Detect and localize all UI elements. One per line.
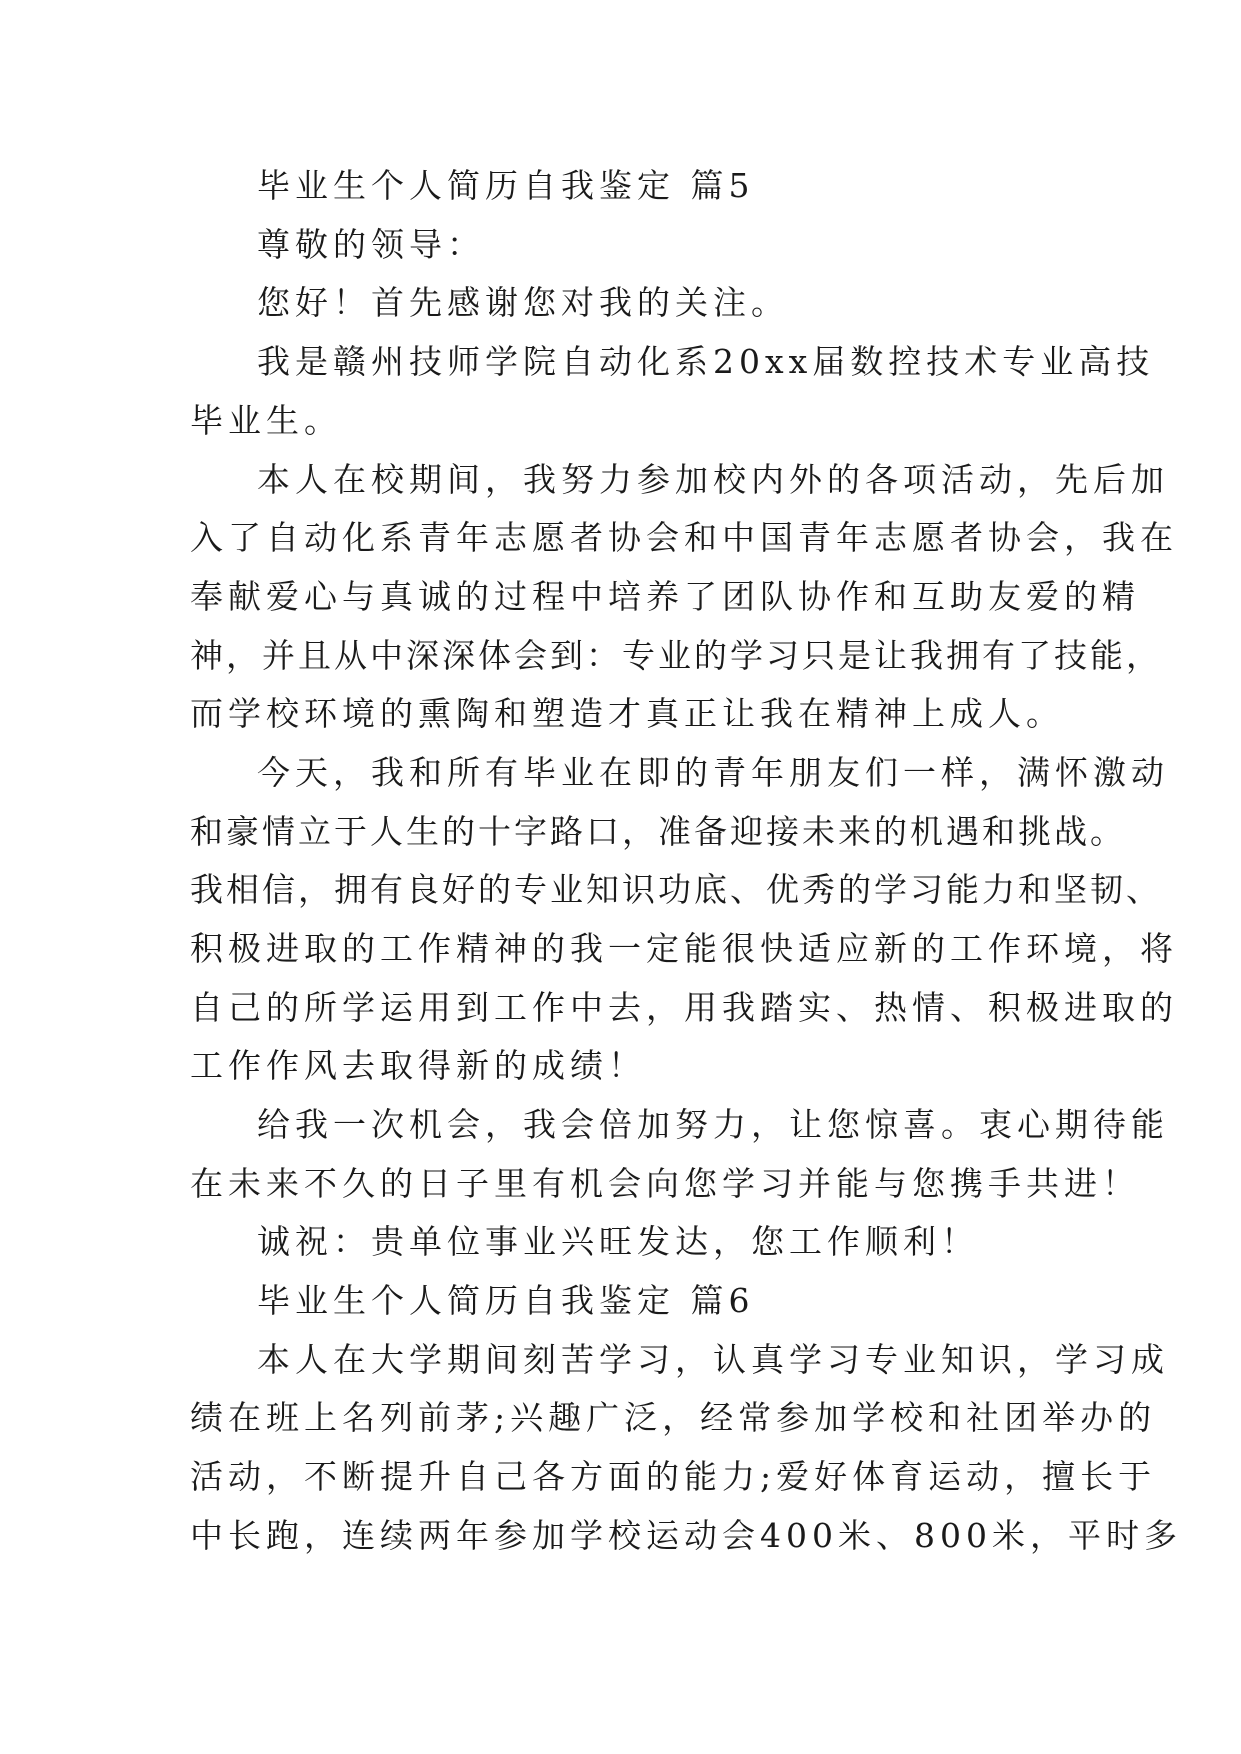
section-heading: 毕业生个人简历自我鉴定 篇5 xyxy=(257,166,755,205)
paragraph-line: 我相信，拥有良好的专业知识功底、优秀的学习能力和坚韧、 xyxy=(190,870,1162,909)
paragraph-line: 和豪情立于人生的十字路口，准备迎接未来的机遇和挑战。 xyxy=(190,812,1126,851)
paragraph-line: 本人在校期间，我努力参加校内外的各项活动，先后加 xyxy=(257,460,1169,499)
salutation: 尊敬的领导： xyxy=(257,225,485,264)
paragraph-line: 工作作风去取得新的成绩！ xyxy=(190,1046,646,1085)
paragraph-line: 入了自动化系青年志愿者协会和中国青年志愿者协会，我在 xyxy=(190,518,1178,557)
paragraph-line: 自己的所学运用到工作中去，用我踏实、热情、积极进取的 xyxy=(190,988,1178,1027)
paragraph-line: 绩在班上名列前茅;兴趣广泛，经常参加学校和社团举办的 xyxy=(190,1398,1157,1437)
paragraph-line: 您好！首先感谢您对我的关注。 xyxy=(257,283,789,322)
paragraph-line: 毕业生。 xyxy=(190,401,342,440)
section-heading: 毕业生个人简历自我鉴定 篇6 xyxy=(257,1281,755,1320)
paragraph-line: 积极进取的工作精神的我一定能很快适应新的工作环境，将 xyxy=(190,929,1178,968)
paragraph-line: 我是赣州技师学院自动化系20xx届数控技术专业高技 xyxy=(257,342,1155,381)
paragraph-line: 中长跑，连续两年参加学校运动会400米、800米，平时多 xyxy=(190,1516,1182,1555)
paragraph-line: 在未来不久的日子里有机会向您学习并能与您携手共进！ xyxy=(190,1164,1140,1203)
closing-line: 诚祝：贵单位事业兴旺发达，您工作顺利！ xyxy=(257,1222,979,1261)
paragraph-line: 神，并且从中深深体会到：专业的学习只是让我拥有了技能， xyxy=(190,636,1162,675)
paragraph-line: 活动，不断提升自己各方面的能力;爱好体育运动，擅长于 xyxy=(190,1457,1157,1496)
paragraph-line: 而学校环境的熏陶和塑造才真正让我在精神上成人。 xyxy=(190,694,1064,733)
paragraph-line: 本人在大学期间刻苦学习，认真学习专业知识，学习成 xyxy=(257,1340,1169,1379)
paragraph-line: 奉献爱心与真诚的过程中培养了团队协作和互助友爱的精 xyxy=(190,577,1140,616)
paragraph-line: 给我一次机会，我会倍加努力，让您惊喜。衷心期待能 xyxy=(257,1105,1169,1144)
paragraph-line: 今天，我和所有毕业在即的青年朋友们一样，满怀激动 xyxy=(257,753,1169,792)
